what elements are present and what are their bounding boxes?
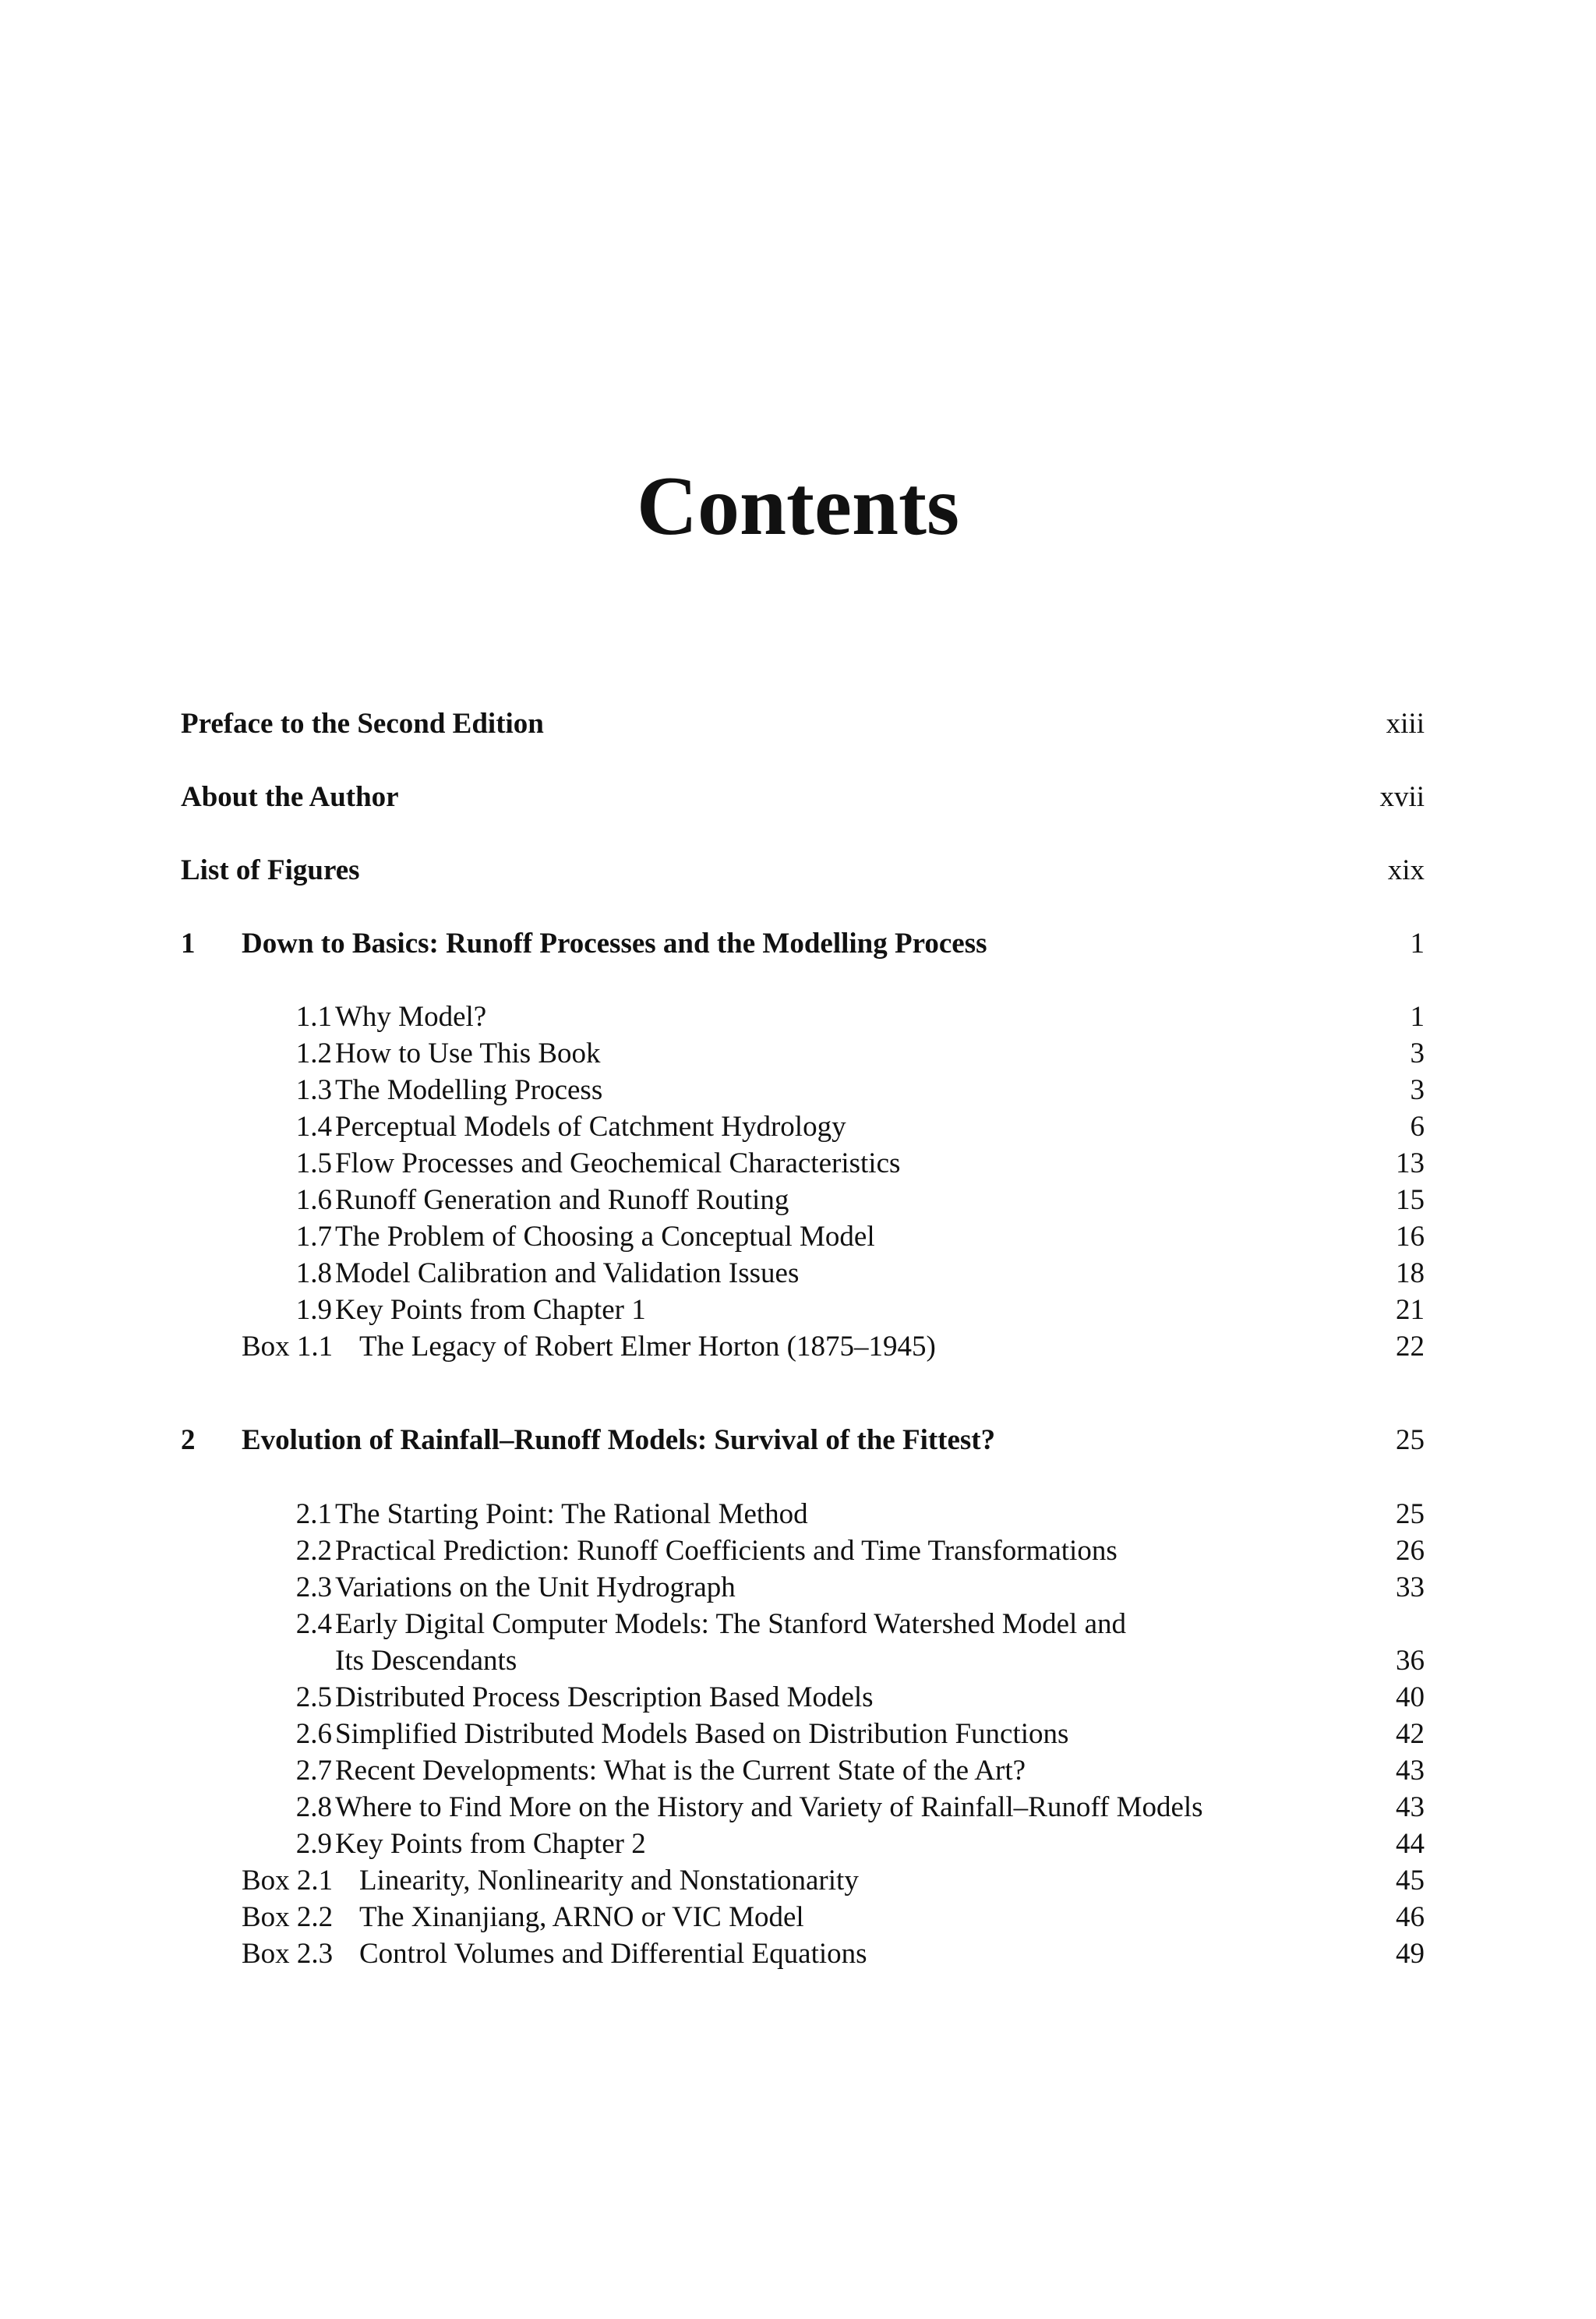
section-title: The Problem of Choosing a Conceptual Model (335, 1221, 875, 1253)
toc-section-1-1[interactable] (181, 998, 1425, 1037)
box-number: Box 2.2 (242, 1901, 334, 1933)
section-number: 1.8 (295, 1257, 332, 1289)
section-number: 1.9 (295, 1294, 332, 1326)
section-title: Practical Prediction: Runoff Coefficients and Time Transformations (335, 1535, 1118, 1567)
section-page: 18 (1396, 1257, 1425, 1289)
section-title: The Starting Point: The Rational Method (335, 1498, 808, 1530)
section-page: 43 (1396, 1791, 1425, 1823)
section-number: 1.6 (295, 1184, 332, 1216)
toc-section-2-8[interactable] (181, 1788, 1425, 1827)
toc-section-1-5[interactable] (181, 1144, 1425, 1183)
toc-entry-about-the-author[interactable] (181, 778, 1425, 817)
section-number: 2.6 (295, 1718, 332, 1750)
section-title: Key Points from Chapter 1 (335, 1294, 646, 1326)
toc-entry-preface[interactable] (181, 705, 1425, 744)
toc-section-2-4-continuation[interactable] (181, 1642, 1425, 1681)
section-number: 1.1 (295, 1001, 332, 1033)
section-number: 1.3 (295, 1074, 332, 1106)
toc-section-2-4[interactable] (181, 1605, 1425, 1644)
section-page: 1 (1410, 1001, 1425, 1033)
chapter-number: 2 (181, 1424, 196, 1456)
section-title: Flow Processes and Geochemical Characteristics (335, 1147, 901, 1179)
toc-chapter-1[interactable] (181, 924, 1425, 963)
box-title: Control Volumes and Differential Equations (359, 1938, 867, 1970)
section-number: 2.9 (295, 1828, 332, 1860)
toc-box-1-1[interactable] (181, 1327, 1425, 1366)
toc-section-2-5[interactable] (181, 1678, 1425, 1717)
section-page: 3 (1410, 1074, 1425, 1106)
toc-entry-list-of-figures[interactable] (181, 851, 1425, 890)
toc-section-1-3[interactable] (181, 1071, 1425, 1110)
toc-section-2-1[interactable] (181, 1495, 1425, 1534)
box-title: The Legacy of Robert Elmer Horton (1875–1945) (359, 1331, 936, 1363)
section-page: 33 (1396, 1571, 1425, 1603)
box-page: 45 (1396, 1865, 1425, 1897)
box-page: 22 (1396, 1331, 1425, 1363)
section-page: 25 (1396, 1498, 1425, 1530)
toc-section-1-6[interactable] (181, 1181, 1425, 1220)
section-title: How to Use This Book (335, 1038, 601, 1069)
section-page: 40 (1396, 1681, 1425, 1713)
section-number: 2.1 (295, 1498, 332, 1530)
section-page: 13 (1396, 1147, 1425, 1179)
box-number: Box 1.1 (242, 1331, 334, 1363)
toc-section-2-3[interactable] (181, 1568, 1425, 1607)
toc-box-2-1[interactable] (181, 1861, 1425, 1900)
page-title: Contents (636, 460, 960, 553)
box-title: Linearity, Nonlinearity and Nonstationarity (359, 1865, 859, 1897)
section-number: 1.2 (295, 1038, 332, 1069)
box-number: Box 2.1 (242, 1865, 334, 1897)
section-page: 3 (1410, 1038, 1425, 1069)
box-page: 46 (1396, 1901, 1425, 1933)
toc-section-1-8[interactable] (181, 1254, 1425, 1293)
box-number: Box 2.3 (242, 1938, 334, 1970)
section-number: 2.3 (295, 1571, 332, 1603)
section-title: Key Points from Chapter 2 (335, 1828, 646, 1860)
section-title: Where to Find More on the History and Variety of Rainfall–Runoff Models (335, 1791, 1203, 1823)
toc-box-2-3[interactable] (181, 1935, 1425, 1974)
section-title-continuation: Its Descendants (335, 1645, 517, 1677)
section-number: 2.8 (295, 1791, 332, 1823)
toc-section-2-6[interactable] (181, 1715, 1425, 1754)
section-number: 2.2 (295, 1535, 332, 1567)
section-title: Runoff Generation and Runoff Routing (335, 1184, 789, 1216)
section-title: Variations on the Unit Hydrograph (335, 1571, 736, 1603)
chapter-page: 1 (1410, 928, 1425, 960)
chapter-title: Evolution of Rainfall–Runoff Models: Survival of the Fittest? (242, 1424, 996, 1456)
toc-entry-page: xix (1387, 854, 1425, 886)
section-page: 44 (1396, 1828, 1425, 1860)
section-title: Early Digital Computer Models: The Stanford Watershed Model and (335, 1608, 1127, 1640)
chapter-page: 25 (1396, 1424, 1425, 1456)
section-title: The Modelling Process (335, 1074, 603, 1106)
section-title: Perceptual Models of Catchment Hydrology (335, 1111, 846, 1143)
toc-entry-label: About the Author (181, 781, 399, 813)
toc-section-1-9[interactable] (181, 1291, 1425, 1330)
section-page: 36 (1396, 1645, 1425, 1677)
section-number: 2.7 (295, 1755, 332, 1787)
section-title: Model Calibration and Validation Issues (335, 1257, 800, 1289)
section-title: Why Model? (335, 1001, 487, 1033)
box-page: 49 (1396, 1938, 1425, 1970)
toc-section-2-2[interactable] (181, 1532, 1425, 1571)
section-page: 42 (1396, 1718, 1425, 1750)
toc-chapter-2[interactable] (181, 1421, 1425, 1460)
section-page: 43 (1396, 1755, 1425, 1787)
section-title: Recent Developments: What is the Current State of the Art? (335, 1755, 1026, 1787)
toc-section-2-7[interactable] (181, 1752, 1425, 1791)
section-page: 15 (1396, 1184, 1425, 1216)
section-number: 1.4 (295, 1111, 332, 1143)
section-number: 1.5 (295, 1147, 332, 1179)
toc-entry-page: xvii (1379, 781, 1425, 813)
section-page: 16 (1396, 1221, 1425, 1253)
toc-section-1-2[interactable] (181, 1034, 1425, 1073)
section-number: 1.7 (295, 1221, 332, 1253)
toc-entry-label: List of Figures (181, 854, 360, 886)
section-number: 2.5 (295, 1681, 332, 1713)
section-title: Distributed Process Description Based Models (335, 1681, 874, 1713)
section-page: 26 (1396, 1535, 1425, 1567)
section-page: 6 (1410, 1111, 1425, 1143)
box-title: The Xinanjiang, ARNO or VIC Model (359, 1901, 804, 1933)
chapter-title: Down to Basics: Runoff Processes and the Modelling Process (242, 928, 987, 960)
section-page: 21 (1396, 1294, 1425, 1326)
toc-entry-page: xiii (1386, 708, 1425, 740)
toc-section-2-9[interactable] (181, 1825, 1425, 1864)
toc-box-2-2[interactable] (181, 1898, 1425, 1937)
section-title: Simplified Distributed Models Based on Distribution Functions (335, 1718, 1069, 1750)
toc-entry-label: Preface to the Second Edition (181, 708, 544, 740)
section-number: 2.4 (295, 1608, 332, 1640)
chapter-number: 1 (181, 928, 196, 960)
toc-section-1-4[interactable] (181, 1108, 1425, 1147)
toc-section-1-7[interactable] (181, 1218, 1425, 1257)
